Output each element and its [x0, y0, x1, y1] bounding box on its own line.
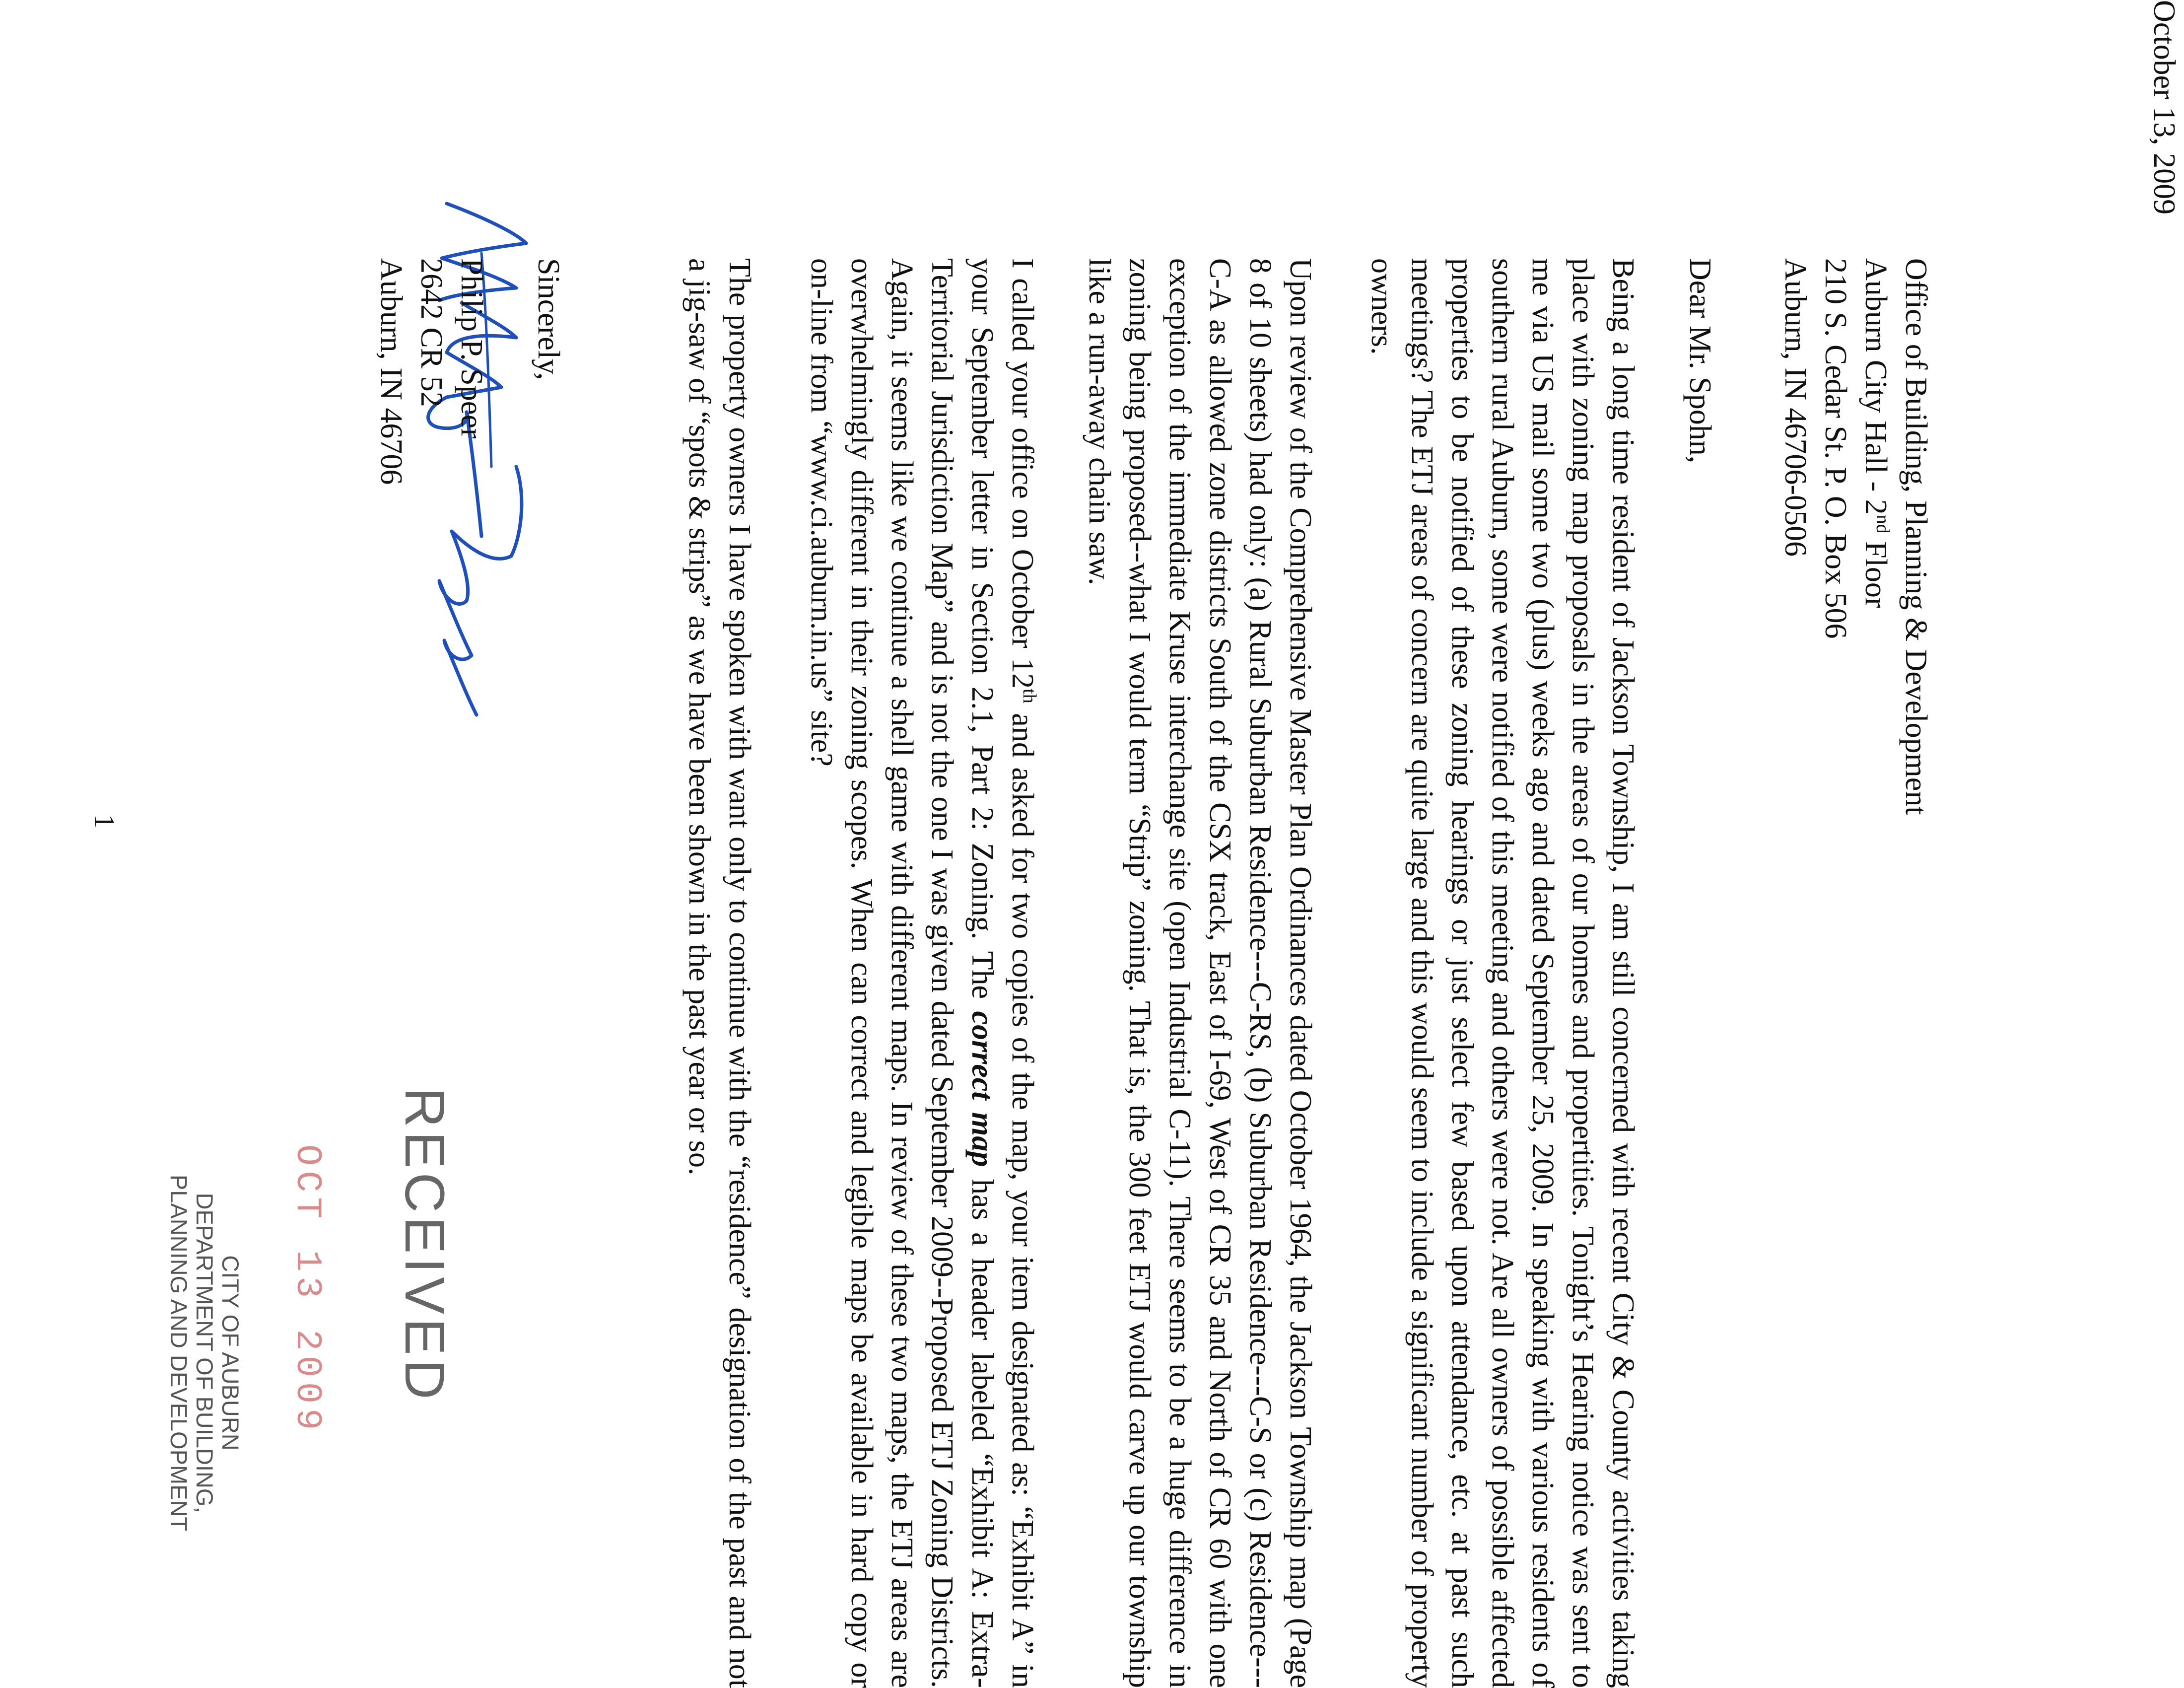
sender-street: 2642 CR 52 — [414, 258, 448, 407]
body-paragraph-1: Being a long time resident of Jackson Township, I am still concerned with recent City & County activities taking place with zoning map proposals in the areas of our homes and propertities. Tonight’s Hearing notice was sent to me via US mail some two (plus) weeks ago and dated September 25, 2009. In speaking with various residents of southern rural Auburn, some were notified of this meeting and others were not. Are all owners of possible affected properties to be notified of these zoning hearings or just select few based upon attendance, etc. at past such meetings? The ETJ areas of concern are quite large and this would seem to include a significant number of property owners. — [1365, 258, 1640, 1688]
recipient-address — [1775, 258, 1936, 1003]
stamp-department: CITY OF AUBURN DEPARTMENT OF BUILDING, PLANNING AND DEVELOPMENT — [166, 1174, 244, 1532]
emphasized-text: correct map — [965, 1011, 999, 1167]
sender-name: Philip P. Speer — [455, 258, 488, 439]
letter-date: October 13, 2009 — [2147, 0, 2181, 215]
stamp-date: OCT 13 2009 — [287, 1144, 328, 1435]
recipient-building: Auburn City Hall - 2nd Floor — [1859, 258, 1893, 608]
received-stamp — [109, 1067, 457, 1638]
recipient-office: Office of Building, Planning & Development — [1899, 258, 1933, 815]
sender-address — [371, 258, 491, 755]
recipient-city: Auburn, IN 46706-0506 — [1778, 258, 1812, 557]
stamp-received-text: RECEIVED — [394, 1087, 456, 1404]
sender-city: Auburn, IN 46706 — [374, 258, 408, 485]
body-paragraph-2: Upon review of the Comprehensive Master Plan Ordinances dated October 1964, the Jackson Township map (Page 8 of 10 sheets) had only: (a) Rural Suburban Residence---C-RS, (b) Suburban Residence---C-S or (c) Residence---C-A as allowed zone districts South of the CSX track, East of I-69, West of CR 35 and North of CR 60 with one exception of the immediate Kruse interchange site (open Industrial C-11). There seems to be a huge difference in zoning being proposed--what I would term “Strip” zoning. That is, the 300 feet ETJ would carve up our township like a run-away chain saw. — [1083, 258, 1317, 1688]
closing: Sincerely, — [532, 258, 565, 380]
body-paragraph-4: The property owners I have spoken with want only to continue with the “residence” designation of the past and not a jig-saw of “spots & strips” as we have been shown in the past year or so. — [682, 258, 756, 1688]
page-number: 1 — [88, 814, 121, 829]
body-paragraph-3: I called your office on October 12th and asked for two copies of the map, your item designated as: “Exhibit A” in your September letter in Section 2.1, Part 2: Zoning. The correct map has a header labeled “Exhibit A: Extra-Territorial Jurisdiction Map” and is not the one I was given dated September 2009--Proposed ETJ Zoning Districts. Again, it seems like we continue a shell game with different maps. In review of these two maps, the ETJ areas are overwhelmingly different in their zoning scopes. When can correct and legible maps be available in hard copy or on-line from “www.ci.auburn.in.us” site? — [805, 258, 1040, 1688]
recipient-street: 210 S. Cedar St. P. O. Box 506 — [1819, 258, 1852, 639]
salutation: Dear Mr. Spohn, — [1683, 258, 1717, 464]
